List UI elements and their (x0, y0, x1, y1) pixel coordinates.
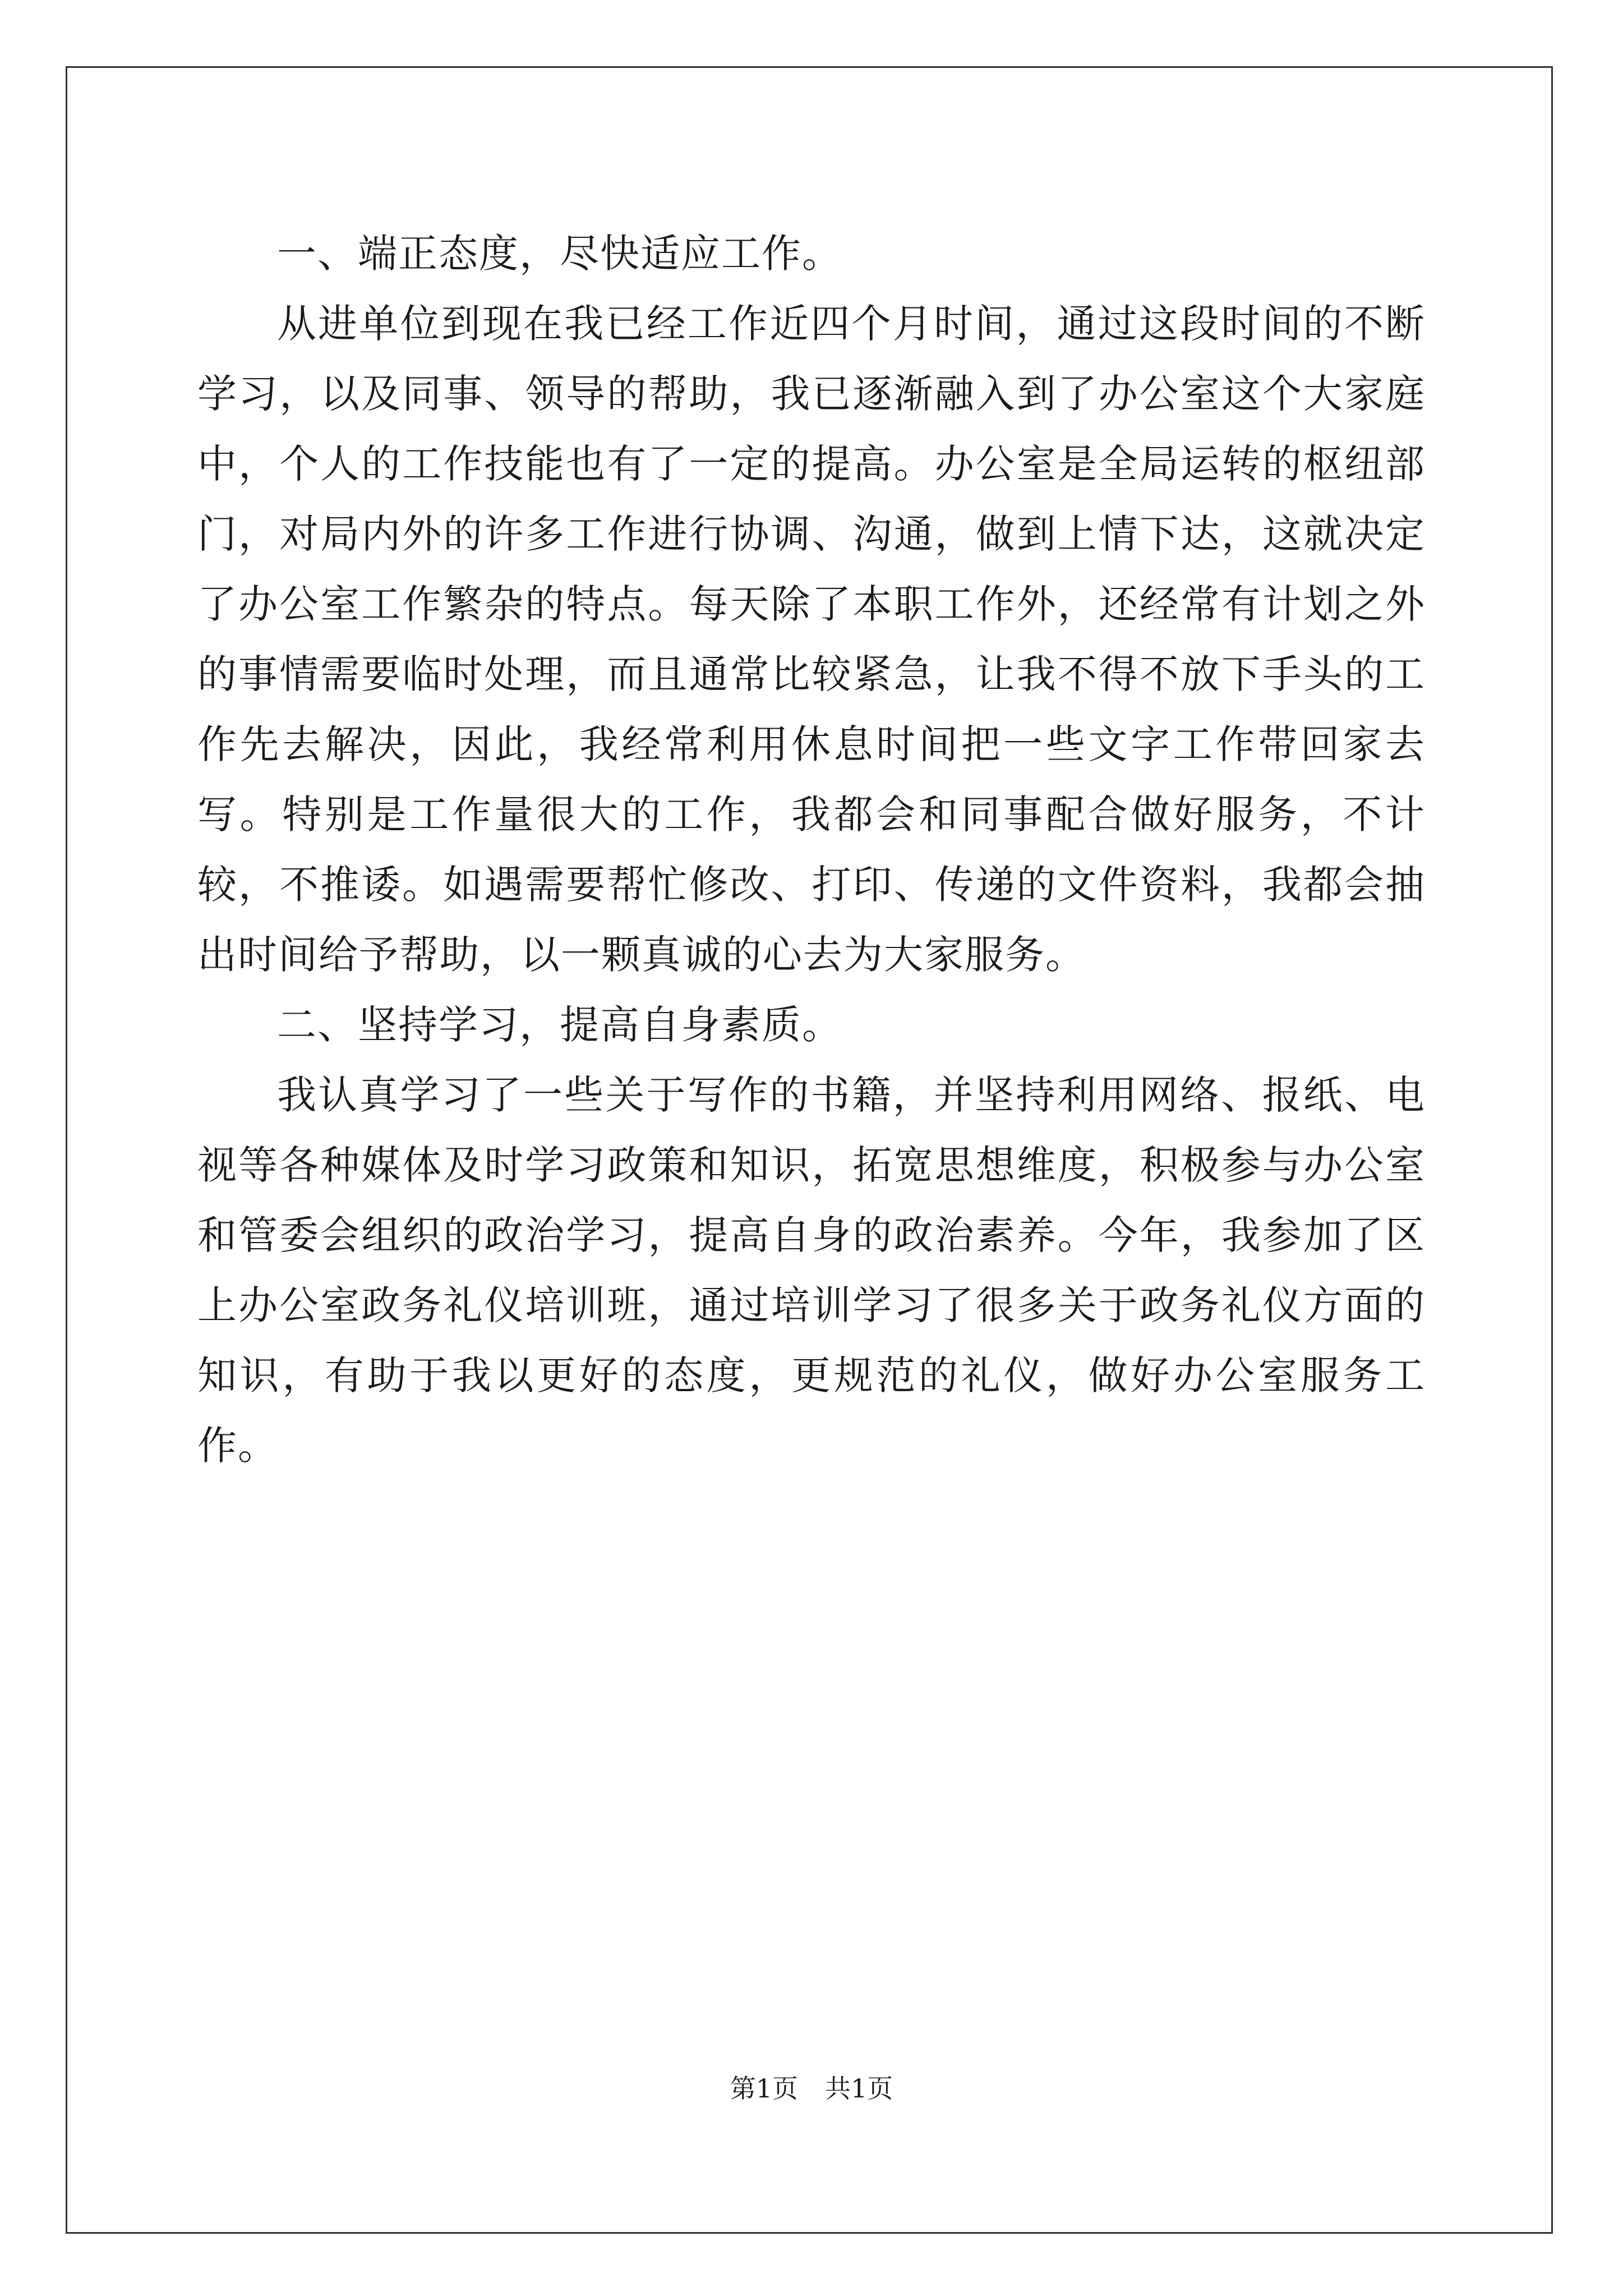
body-paragraph-2: 我认真学习了一些关于写作的书籍，并坚持利用网络、报纸、电视等各种媒体及时学习政策和知识，拓宽思想维度，积极参与办公室和管委会组织的政治学习，提高自身的政治素养。今年，我参加了区上办公室政务礼仪培训班，通过培训学习了很多关于政务礼仪方面的知识，有助于我以更好的态度，更规范的礼仪，做好办公室服务工作。 (197, 1072, 1426, 1469)
section-heading-1: 一、端正态度，尽快适应工作。 (277, 231, 842, 277)
section-heading-2: 二、坚持学习，提高自身素质。 (277, 1002, 842, 1048)
page-footer (0, 2072, 1623, 2105)
page-number-current: 第1页 (730, 2073, 798, 2104)
page-number-total: 共1页 (825, 2073, 893, 2104)
body-paragraph-1: 从进单位到现在我已经工作近四个月时间，通过这段时间的不断学习，以及同事、领导的帮助，我已逐渐融入到了办公室这个大家庭中，个人的工作技能也有了一定的提高。办公室是全局运转的枢纽部门，对局内外的许多工作进行协调、沟通，做到上情下达，这就决定了办公室工作繁杂的特点。每天除了本职工作外，还经常有计划之外的事情需要临时处理，而且通常比较紧急，让我不得不放下手头的工作先去解决，因此，我经常利用休息时间把一些文字工作带回家去写。特别是工作量很大的工作，我都会和同事配合做好服务，不计较，不推诿。如遇需要帮忙修改、打印、传递的文件资料，我都会抽出时间给予帮助，以一颗真诚的心去为大家服务。 (197, 301, 1426, 978)
document-body (197, 219, 1426, 1481)
